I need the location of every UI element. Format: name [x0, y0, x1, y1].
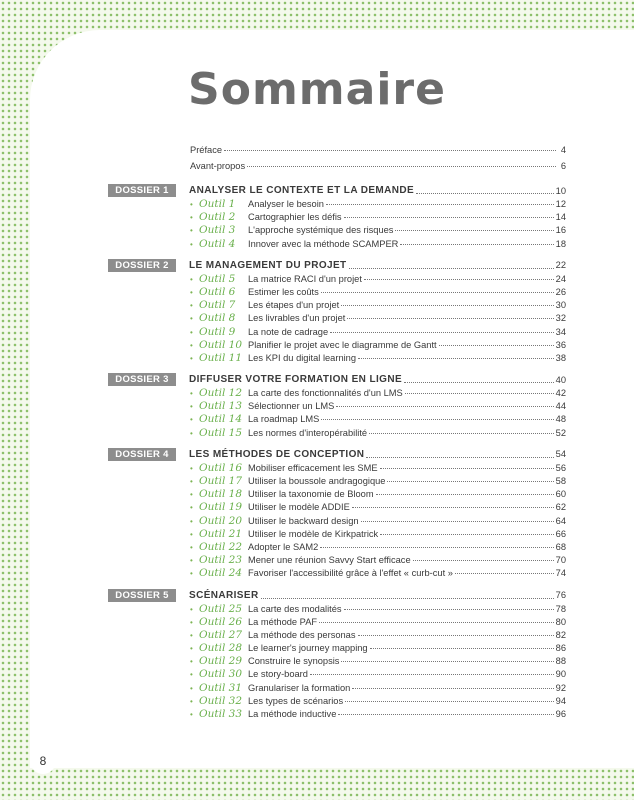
outil-entry[interactable] [108, 475, 566, 488]
outil-label: Les étapes d'un projet [248, 300, 340, 311]
outil-number: Outil 16 [199, 461, 243, 474]
outil-label: Utiliser le modèle de Kirkpatrick [248, 528, 379, 539]
bullet-icon: • [190, 314, 193, 324]
dossier-badge: DOSSIER 2 [108, 259, 176, 272]
outil-page: 42 [555, 388, 566, 399]
leader-dots [352, 688, 553, 689]
outil-number: Outil 20 [199, 514, 243, 527]
outil-entry[interactable] [108, 567, 566, 580]
bullet-icon: • [190, 604, 193, 614]
bullet-icon: • [190, 327, 193, 337]
outil-entry[interactable] [108, 273, 566, 286]
outil-entry[interactable] [108, 238, 566, 251]
outil-number: Outil 5 [199, 272, 236, 285]
bullet-icon: • [190, 670, 193, 680]
outil-entry[interactable] [108, 462, 566, 475]
outil-label: Le story-board [248, 669, 308, 680]
dossier-heading[interactable] [108, 447, 566, 462]
outil-page: 68 [555, 541, 566, 552]
outil-page: 60 [555, 489, 566, 500]
outil-label: La carte des modalités [248, 603, 342, 614]
dossier-heading[interactable] [108, 372, 566, 387]
outil-entry[interactable] [108, 668, 566, 681]
leader-dots [310, 674, 554, 675]
outil-page: 56 [555, 462, 566, 473]
leader-dots [400, 244, 553, 245]
leader-dots [326, 204, 554, 205]
leader-dots [416, 193, 554, 194]
outil-number: Outil 7 [199, 299, 236, 312]
dossier-page: 10 [555, 185, 566, 196]
dossier-title: ANALYSER LE CONTEXTE ET LA DEMANDE [189, 185, 415, 196]
outil-number: Outil 21 [199, 527, 243, 540]
dossier-page: 76 [555, 590, 566, 600]
outil-label: Mobiliser efficacement les SME [248, 462, 378, 473]
outil-number: Outil 28 [199, 642, 243, 655]
outil-entry[interactable] [108, 352, 566, 365]
bullet-icon: • [190, 340, 193, 350]
outil-entry[interactable] [108, 400, 566, 413]
outil-entry[interactable] [108, 387, 566, 400]
dossier-heading[interactable] [108, 183, 566, 198]
outil-label: Estimer les coûts [248, 286, 319, 297]
dossier-title: LES MÉTHODES DE CONCEPTION [189, 448, 365, 460]
outil-page: 86 [555, 643, 566, 654]
leader-dots [319, 622, 554, 623]
outil-page: 90 [555, 669, 566, 680]
leader-dots [349, 268, 554, 269]
outil-page: 92 [555, 682, 566, 693]
bullet-icon: • [190, 226, 193, 236]
outil-entry[interactable] [108, 515, 566, 528]
outil-entry[interactable] [108, 708, 566, 721]
outil-entry[interactable] [108, 629, 566, 642]
outil-page: 82 [555, 629, 566, 640]
bullet-icon: • [190, 630, 193, 640]
bullet-icon: • [190, 239, 193, 249]
outil-number: Outil 32 [199, 694, 243, 707]
outil-label: L'approche systémique des risques [248, 225, 394, 236]
outil-label: Utiliser le backward design [248, 515, 359, 526]
leader-dots [247, 166, 556, 167]
outil-entry[interactable] [108, 501, 566, 514]
outil-label: Les livrables d'un projet [248, 313, 346, 324]
leader-dots [344, 217, 554, 218]
outil-entry[interactable] [108, 224, 566, 237]
dossier-badge: DOSSIER 5 [108, 589, 176, 602]
outil-number: Outil 22 [199, 540, 243, 553]
bullet-icon: • [190, 389, 193, 399]
leader-dots [366, 457, 553, 458]
outil-page: 48 [555, 414, 566, 425]
outil-number: Outil 6 [199, 285, 236, 298]
dossier-badge: DOSSIER 1 [108, 184, 176, 197]
outil-label: Mener une réunion Savvy Start efficace [248, 555, 411, 566]
bullet-icon: • [190, 657, 193, 667]
dossier-badge: DOSSIER 3 [108, 373, 176, 386]
outil-entry[interactable] [108, 427, 566, 440]
outil-label: La roadmap LMS [248, 414, 320, 425]
outil-number: Outil 14 [199, 413, 243, 426]
bullet-icon: • [190, 683, 193, 693]
toc-entry-page: 4 [560, 145, 566, 155]
outil-number: Outil 2 [199, 211, 236, 224]
leader-dots [345, 701, 554, 702]
outil-label: La méthode PAF [248, 616, 318, 627]
bullet-icon: • [190, 542, 193, 552]
leader-dots [224, 150, 556, 151]
outil-entry[interactable] [108, 682, 566, 695]
outil-label: Utiliser la boussole andragogique [248, 476, 386, 486]
outil-label: Innover avec la méthode SCAMPER [248, 238, 399, 249]
outil-label: Les types de scénarios [248, 695, 344, 706]
bullet-icon: • [190, 415, 193, 425]
outil-entry[interactable] [108, 642, 566, 655]
outil-number: Outil 11 [199, 351, 243, 364]
outil-entry[interactable] [108, 554, 566, 567]
outil-page: 74 [555, 568, 566, 579]
outil-label: Les KPI du digital learning [248, 352, 357, 363]
outil-entry[interactable] [108, 312, 566, 325]
outil-label: Cartographier les défis [248, 212, 342, 223]
outil-number: Outil 18 [199, 488, 243, 501]
bullet-icon: • [190, 617, 193, 627]
outil-number: Outil 3 [199, 224, 236, 237]
leader-dots [321, 419, 553, 420]
outil-label: La matrice RACI d'un projet [248, 273, 362, 284]
outil-entry[interactable] [108, 339, 566, 352]
outil-entry[interactable] [108, 528, 566, 541]
leader-dots [338, 714, 553, 715]
dossier-heading[interactable] [108, 588, 566, 603]
leader-dots [344, 609, 554, 610]
dossier-title: LE MANAGEMENT DU PROJET [189, 259, 347, 271]
outil-number: Outil 19 [199, 501, 243, 514]
outil-entry[interactable] [108, 413, 566, 426]
outil-entry[interactable] [108, 655, 566, 668]
leader-dots [380, 468, 554, 469]
bullet-icon: • [190, 274, 193, 284]
leader-dots [347, 318, 553, 319]
outil-label: Planifier le projet avec le diagramme de Gantt [248, 339, 437, 350]
dossier-page: 22 [555, 260, 566, 271]
leader-dots [376, 494, 554, 495]
leader-dots [321, 292, 554, 293]
outil-number: Outil 23 [199, 554, 243, 567]
bullet-icon: • [190, 516, 193, 526]
leader-dots [320, 547, 553, 548]
outil-page: 66 [555, 528, 566, 539]
leader-dots [455, 573, 554, 574]
outil-entry[interactable] [108, 488, 566, 501]
outil-label: Utiliser le modèle ADDIE [248, 502, 350, 513]
outil-number: Outil 8 [199, 312, 236, 325]
outil-page: 12 [555, 199, 566, 209]
outil-page: 80 [555, 616, 566, 627]
outil-number: Outil 12 [199, 387, 243, 400]
outil-label: La méthode des personas [248, 629, 356, 640]
outil-label: Adopter le SAM2 [248, 541, 319, 552]
bullet-icon: • [190, 490, 193, 500]
toc-entry[interactable] [108, 145, 566, 161]
outil-entry[interactable] [108, 695, 566, 708]
dossier-heading[interactable] [108, 258, 566, 273]
leader-dots [364, 279, 554, 280]
outil-number: Outil 31 [199, 681, 243, 694]
outil-page: 16 [555, 225, 566, 236]
leader-dots [404, 382, 554, 383]
outil-number: Outil 26 [199, 615, 243, 628]
bullet-icon: • [190, 213, 193, 223]
bullet-icon: • [190, 428, 193, 438]
outil-entry[interactable] [108, 286, 566, 299]
leader-dots [370, 648, 554, 649]
outil-number: Outil 9 [199, 325, 236, 338]
outil-number: Outil 24 [199, 567, 243, 580]
dossier-title: SCÉNARISER [189, 589, 259, 601]
outil-label: Analyser le besoin [248, 199, 324, 209]
bullet-icon: • [190, 529, 193, 539]
outil-label: La carte des fonctionnalités d'un LMS [248, 388, 403, 399]
bullet-icon: • [190, 477, 193, 486]
leader-dots [439, 345, 554, 346]
outil-page: 88 [555, 656, 566, 667]
bullet-icon: • [190, 710, 193, 719]
outil-number: Outil 29 [199, 655, 243, 668]
outil-page: 30 [555, 300, 566, 311]
bullet-icon: • [190, 463, 193, 473]
dossier-page: 54 [555, 449, 566, 460]
leader-dots [358, 358, 554, 359]
leader-dots [369, 433, 554, 434]
outil-page: 32 [555, 313, 566, 324]
outil-number: Outil 15 [199, 426, 243, 439]
leader-dots [336, 406, 553, 407]
bullet-icon: • [190, 402, 193, 412]
toc-entry-label: Préface [190, 145, 223, 155]
bullet-icon: • [190, 556, 193, 566]
outil-page: 64 [555, 515, 566, 526]
outil-page: 58 [555, 476, 566, 486]
outil-entry[interactable] [108, 299, 566, 312]
outil-page: 38 [555, 352, 566, 363]
outil-page: 36 [555, 339, 566, 350]
leader-dots [387, 481, 553, 482]
bullet-icon: • [190, 503, 193, 513]
bullet-icon: • [190, 200, 193, 209]
toc-entry[interactable] [108, 161, 566, 177]
outil-number: Outil 25 [199, 602, 243, 615]
outil-label: La méthode inductive [248, 709, 337, 719]
leader-dots [395, 230, 553, 231]
outil-page: 94 [555, 695, 566, 706]
outil-label: Sélectionner un LMS [248, 401, 335, 412]
outil-page: 24 [555, 273, 566, 284]
leader-dots [352, 507, 554, 508]
outil-label: Construire le synopsis [248, 656, 340, 667]
outil-entry[interactable] [108, 541, 566, 554]
outil-page: 78 [555, 603, 566, 614]
outil-number: Outil 17 [199, 475, 243, 487]
outil-label: La note de cadrage [248, 326, 329, 337]
bullet-icon: • [190, 287, 193, 297]
outil-number: Outil 27 [199, 628, 243, 641]
outil-label: Le learner's journey mapping [248, 643, 368, 654]
outil-number: Outil 13 [199, 400, 243, 413]
outil-entry[interactable] [108, 211, 566, 224]
outil-entry[interactable] [108, 603, 566, 616]
dossier-title: DIFFUSER VOTRE FORMATION EN LIGNE [189, 374, 403, 386]
page-title: Sommaire [188, 64, 446, 115]
outil-number: Outil 1 [199, 198, 236, 210]
outil-label: Granulariser la formation [248, 682, 351, 693]
dossier-page: 40 [555, 374, 566, 385]
leader-dots [405, 393, 554, 394]
toc-entry-page: 6 [560, 160, 566, 171]
outil-page: 52 [555, 427, 566, 438]
bullet-icon: • [190, 569, 193, 579]
leader-dots [361, 521, 554, 522]
outil-entry[interactable] [108, 616, 566, 629]
dossier-badge: DOSSIER 4 [108, 448, 176, 461]
bullet-icon: • [190, 644, 193, 654]
table-of-contents [108, 145, 566, 721]
outil-page: 70 [555, 555, 566, 566]
outil-page: 34 [555, 326, 566, 337]
leader-dots [358, 635, 554, 636]
page-number: 8 [30, 748, 56, 774]
bullet-icon: • [190, 353, 193, 363]
outil-entry[interactable] [108, 326, 566, 339]
outil-page: 18 [555, 238, 566, 249]
outil-page: 44 [555, 401, 566, 412]
outil-number: Outil 30 [199, 668, 243, 681]
bullet-icon: • [190, 696, 193, 706]
outil-page: 96 [555, 709, 566, 719]
leader-dots [330, 332, 554, 333]
outil-page: 26 [555, 286, 566, 297]
leader-dots [341, 305, 553, 306]
toc-entry-label: Avant-propos [190, 160, 246, 171]
leader-dots [380, 534, 553, 535]
leader-dots [413, 560, 554, 561]
outil-number: Outil 33 [199, 708, 243, 720]
outil-number: Outil 10 [199, 338, 243, 351]
outil-entry[interactable] [108, 198, 566, 211]
leader-dots [261, 598, 554, 599]
outil-label: Favoriser l'accessibilité grâce à l'effet « curb-cut » [248, 568, 453, 579]
bullet-icon: • [190, 301, 193, 311]
outil-page: 14 [555, 212, 566, 223]
leader-dots [341, 661, 553, 662]
outil-page: 62 [555, 502, 566, 513]
outil-number: Outil 4 [199, 237, 236, 250]
outil-label: Les normes d'interopérabilité [248, 427, 368, 438]
outil-label: Utiliser la taxonomie de Bloom [248, 489, 374, 500]
